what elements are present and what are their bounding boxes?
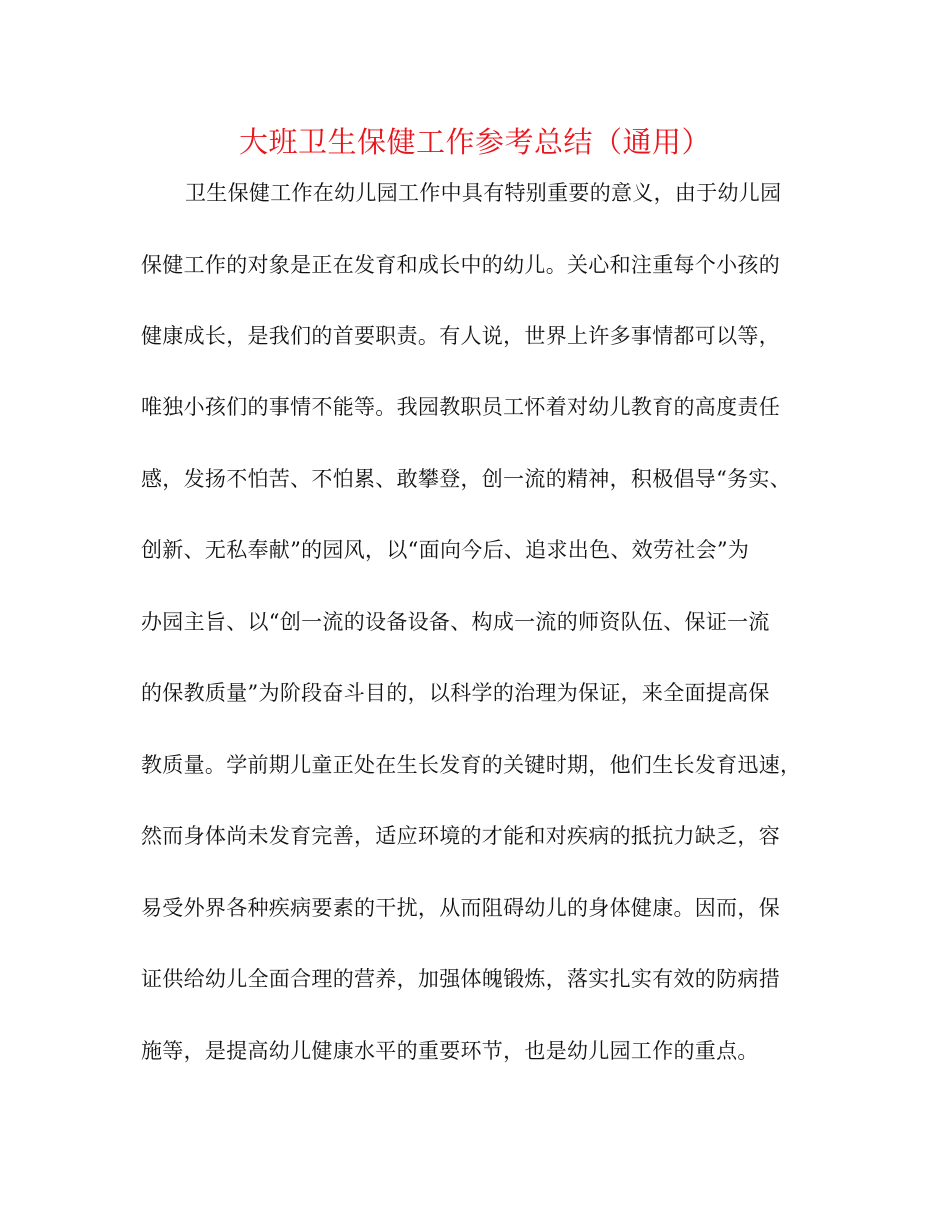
paragraph-line: 的保教质量”为阶段奋斗目的，以科学的治理为保证，来全面提高保 — [141, 681, 770, 705]
paragraph-line: 保健工作的对象是正在发育和成长中的幼儿。关心和注重每个小孩的 — [141, 253, 780, 277]
paragraph-line: 健康成长，是我们的首要职责。有人说，世界上许多事情都可以等， — [141, 324, 780, 348]
document-title: 大班卫生保健工作参考总结（通用） — [238, 125, 711, 159]
paragraph-line: 然而身体尚未发育完善，适应环境的才能和对疾病的抵抗力缺乏，容 — [141, 824, 780, 848]
paragraph-line: 唯独小孩们的事情不能等。我园教职员工怀着对幼儿教育的高度责任 — [141, 395, 780, 419]
paragraph-line: 创新、无私奉献”的园风，以“面向今后、追求出色、效劳社会”为 — [141, 538, 750, 562]
paragraph-line: 办园主旨、以“创一流的设备设备、构成一流的师资队伍、保证一流 — [141, 610, 770, 634]
paragraph-line: 施等，是提高幼儿健康水平的重要环节，也是幼儿园工作的重点。 — [141, 1039, 759, 1063]
paragraph-line: 感，发扬不怕苦、不怕累、敢攀登，创一流的精神，积极倡导“务实、 — [141, 467, 792, 491]
paragraph-line: 教质量。学前期儿童正处在生长发育的关键时期，他们生长发育迅速， — [141, 753, 802, 777]
paragraph-line: 证供给幼儿全面合理的营养，加强体魄锻炼，落实扎实有效的防病措 — [141, 967, 780, 991]
paragraph-line: 易受外界各种疾病要素的干扰，从而阻碍幼儿的身体健康。因而，保 — [141, 896, 780, 920]
paragraph-line: 卫生保健工作在幼儿园工作中具有特别重要的意义，由于幼儿园 — [185, 181, 782, 205]
